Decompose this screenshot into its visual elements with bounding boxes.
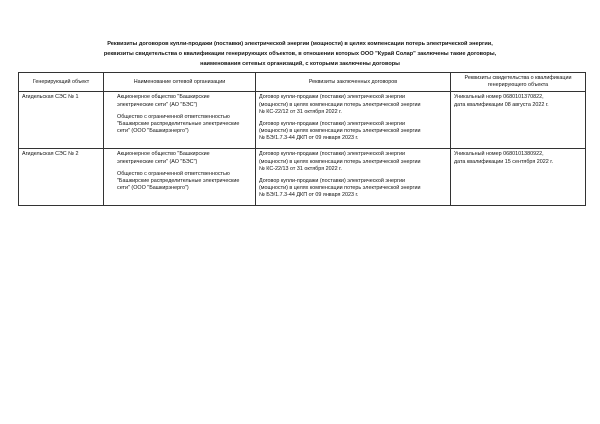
table-row xyxy=(19,92,586,149)
header-certificate-details: Реквизиты свидетельства о квалификации генерирующего объекта xyxy=(451,73,586,92)
header-network-organization: Наименование сетевой организации xyxy=(104,73,256,92)
cell-network-organization: Акционерное общество "Башкирские электрические сети" (АО "БЭС") Общество с ограниченной ответственностью "Башкирские распределительные электрические сети" (ООО "Башкирэнерго") xyxy=(104,149,256,206)
header-contract-details: Реквизиты заключенных договоров xyxy=(256,73,451,92)
table-header-row xyxy=(19,73,586,92)
cell-contract-details: Договор купли-продажи (поставки) электрической энергии (мощности) в целях компенсации потерь электрической энергии № КС-22/13 от 31 октября 2022 г. Договор купли-продажи (поставки) электрической энергии (мощности) в целях компенсации потерь электрической энергии № БЭ/1.7.3-44 ДКП от 09 января 2023 г. xyxy=(256,149,451,206)
cell-certificate-details: Уникальный номер 0680101370822, дата квалификации 08 августа 2022 г. xyxy=(451,92,586,149)
cell-network-organization: Акционерное общество "Башкирские электрические сети" (АО "БЭС") Общество с ограниченной ответственностью "Башкирские распределительные электрические сети" (ООО "Башкирэнерго") xyxy=(104,92,256,149)
document-title xyxy=(60,39,540,69)
cell-contract-details: Договор купли-продажи (поставки) электрической энергии (мощности) в целях компенсации потерь электрической энергии № КС-22/12 от 31 октября 2022 г. Договор купли-продажи (поставки) электрической энергии (мощности) в целях компенсации потерь электрической энергии № БЭ/1.7.3-44 ДКП от 09 января 2023 г. xyxy=(256,92,451,149)
title-line-3: наименования сетевых организаций, с которыми заключены договоры xyxy=(200,61,400,67)
title-line-2: реквизиты свидетельства о квалификации генерирующих объектов, в отношении которых ООО "Курай Солар" заключены такие договоры, xyxy=(103,51,497,57)
cell-generating-object: Агидельская СЭС № 2 xyxy=(19,149,104,206)
header-generating-object: Генерирующий объект xyxy=(19,73,104,92)
table-row xyxy=(19,149,586,206)
contracts-table xyxy=(18,72,586,206)
cell-certificate-details: Уникальный номер 0680101380922, дата квалификации 15 сентября 2022 г. xyxy=(451,149,586,206)
cell-generating-object: Агидельская СЭС № 1 xyxy=(19,92,104,149)
title-line-1: Реквизиты договоров купли-продажи (поставки) электрической энергии (мощности) в целях компенсации потерь электрической энергии, xyxy=(107,41,493,47)
